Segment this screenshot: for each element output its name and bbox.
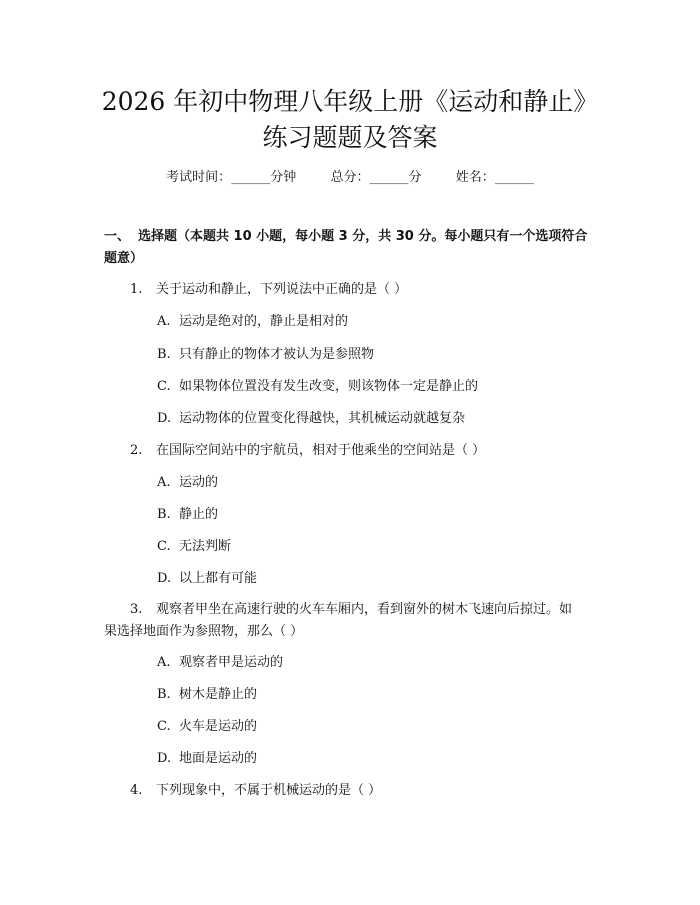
option-1d	[157, 408, 597, 430]
option-letter: D.	[157, 411, 172, 426]
name-blank: ______	[494, 170, 534, 185]
option-text: 无法判断	[179, 539, 232, 554]
option-letter: D.	[157, 751, 172, 766]
section-number: 一、	[104, 229, 131, 244]
question-text: 下列现象中，不属于机械运动的是（ ）	[156, 783, 382, 798]
section-heading	[104, 226, 604, 270]
option-2b	[157, 504, 597, 526]
option-1c	[157, 376, 597, 398]
question-text-line1: 观察者甲坐在高速行驶的火车车厢内，看到窗外的树木飞速向后掠过。如	[156, 602, 573, 617]
document-title-line2: 练习题题及答案	[262, 123, 438, 152]
time-unit: 分钟	[270, 170, 297, 185]
question-4	[130, 780, 626, 802]
question-1	[130, 279, 626, 301]
score-label: 总分：	[330, 170, 370, 185]
question-text: 在国际空间站中的宇航员，相对于他乘坐的空间站是（ ）	[156, 443, 486, 458]
option-text: 如果物体位置没有发生改变，则该物体一定是静止的	[179, 379, 479, 394]
time-label: 考试时间：	[166, 170, 232, 185]
option-letter: B.	[157, 687, 171, 702]
section-heading-cont: 题意）	[104, 251, 144, 266]
option-2a	[157, 472, 597, 494]
option-letter: A.	[157, 475, 171, 490]
option-3d	[157, 748, 597, 770]
section-heading-text: 选择题（本题共 10 小题，每小题 3 分，共 30 分。每小题只有一个选项符合	[138, 229, 588, 244]
option-2d	[157, 568, 597, 590]
option-text: 只有静止的物体才被认为是参照物	[179, 347, 375, 362]
option-letter: A.	[157, 655, 171, 670]
option-text: 火车是运动的	[179, 719, 258, 734]
option-letter: B.	[157, 347, 171, 362]
question-text: 关于运动和静止，下列说法中正确的是（ ）	[156, 282, 408, 297]
option-text: 运动物体的位置变化得越快，其机械运动就越复杂	[179, 411, 466, 426]
option-letter: A.	[157, 314, 171, 329]
question-number: 4.	[130, 783, 143, 798]
option-text: 观察者甲是运动的	[179, 655, 284, 670]
option-text: 以上都有可能	[179, 571, 258, 586]
exam-info	[0, 167, 700, 189]
option-text: 静止的	[179, 507, 219, 522]
question-text-line2: 果选择地面作为参照物，那么（ ）	[104, 624, 304, 639]
question-number: 2.	[130, 443, 143, 458]
option-text: 运动的	[179, 475, 219, 490]
option-3b	[157, 684, 597, 706]
option-3a	[157, 652, 597, 674]
time-blank: ______	[231, 170, 271, 185]
question-number: 1.	[130, 282, 143, 297]
option-1b	[157, 344, 597, 366]
question-3	[104, 599, 600, 643]
option-1a	[157, 311, 597, 333]
option-text: 地面是运动的	[179, 751, 258, 766]
option-letter: D.	[157, 571, 172, 586]
score-blank: ______	[369, 170, 409, 185]
question-2	[130, 440, 626, 462]
option-letter: C.	[157, 539, 171, 554]
score-unit: 分	[408, 170, 422, 185]
option-3c	[157, 716, 597, 738]
name-label: 姓名：	[455, 170, 495, 185]
option-text: 树木是静止的	[179, 687, 258, 702]
option-2c	[157, 536, 597, 558]
option-text: 运动是绝对的，静止是相对的	[179, 314, 349, 329]
question-number: 3.	[130, 602, 143, 617]
document-title-line1: 2026 年初中物理八年级上册《运动和静止》	[101, 87, 599, 116]
option-letter: C.	[157, 719, 171, 734]
option-letter: B.	[157, 507, 171, 522]
option-letter: C.	[157, 379, 171, 394]
